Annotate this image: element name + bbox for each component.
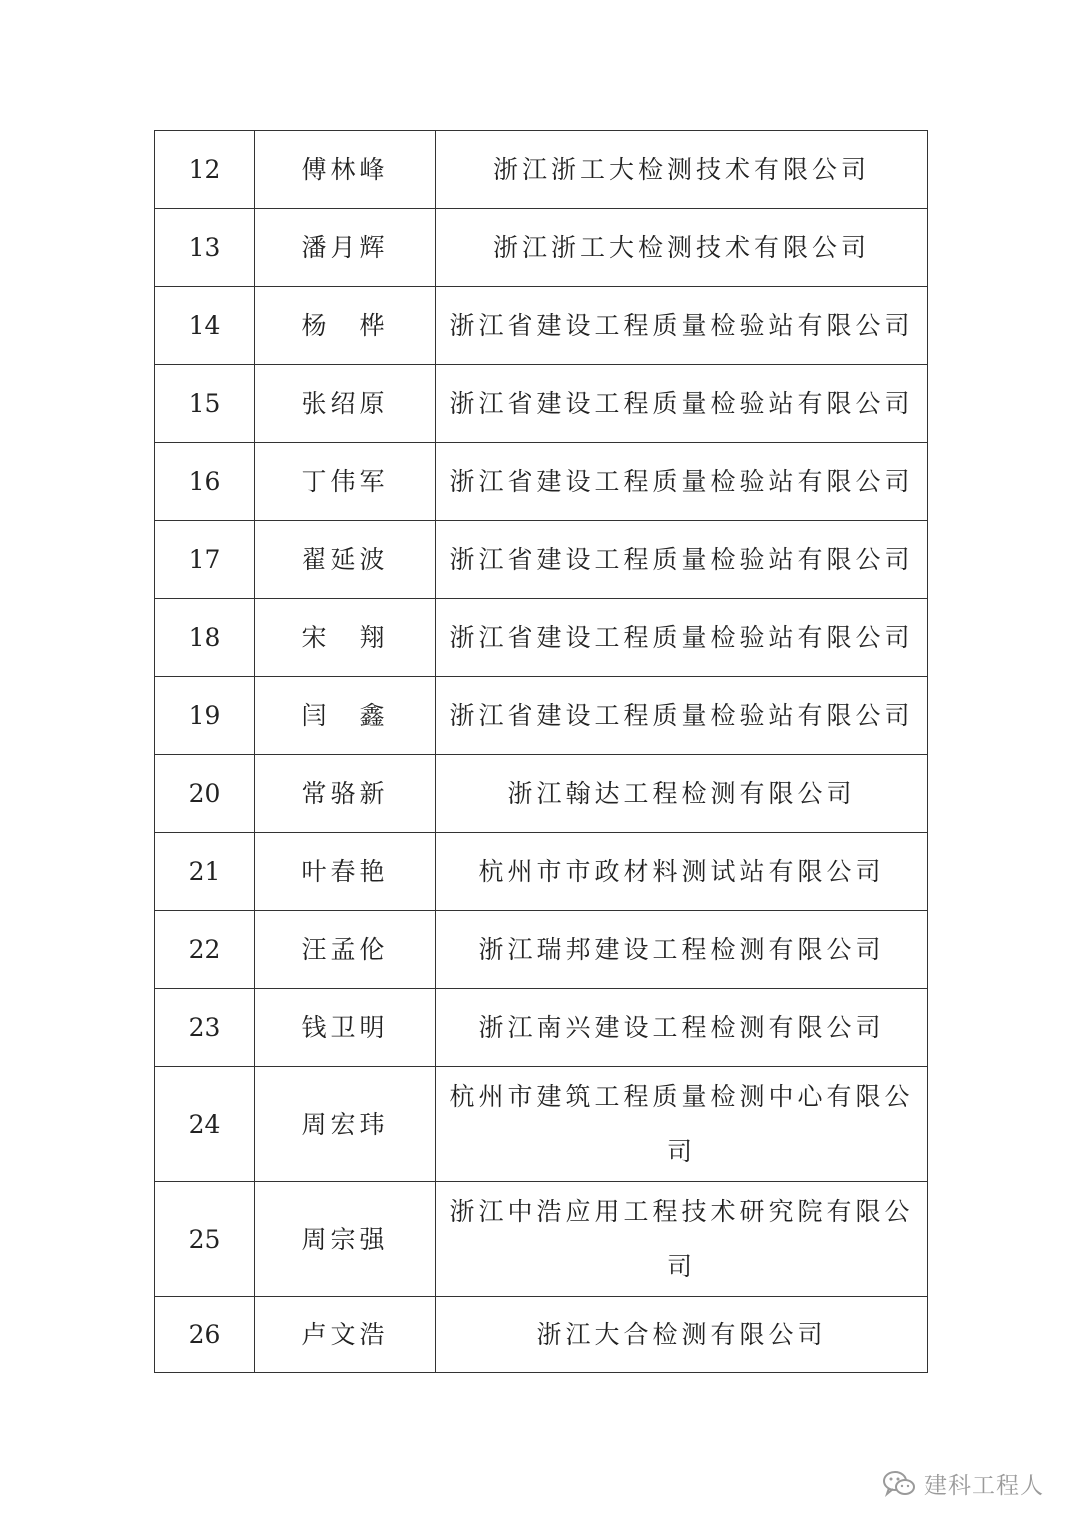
table-row	[155, 989, 928, 1067]
organization-name: 浙江省建设工程质量检验站有限公司	[436, 521, 928, 599]
organization-name: 浙江中浩应用工程技术研究院有限公司	[436, 1182, 928, 1297]
table-row	[155, 833, 928, 911]
person-name: 卢文浩	[255, 1297, 436, 1373]
organization-name: 浙江省建设工程质量检验站有限公司	[436, 365, 928, 443]
table-row	[155, 365, 928, 443]
organization-name: 浙江浙工大检测技术有限公司	[436, 209, 928, 287]
table-row	[155, 1182, 928, 1297]
organization-name: 浙江翰达工程检测有限公司	[436, 755, 928, 833]
person-name: 常骆新	[255, 755, 436, 833]
row-number: 23	[155, 989, 255, 1067]
organization-name: 杭州市市政材料测试站有限公司	[436, 833, 928, 911]
row-number: 26	[155, 1297, 255, 1373]
row-number: 13	[155, 209, 255, 287]
table-row	[155, 755, 928, 833]
table-row	[155, 131, 928, 209]
row-number: 17	[155, 521, 255, 599]
row-number: 21	[155, 833, 255, 911]
wechat-icon	[882, 1469, 916, 1499]
person-name: 周宏玮	[255, 1067, 436, 1182]
row-number: 16	[155, 443, 255, 521]
roster-table	[154, 130, 928, 1373]
row-number: 20	[155, 755, 255, 833]
row-number: 19	[155, 677, 255, 755]
row-number: 22	[155, 911, 255, 989]
person-name: 杨 桦	[255, 287, 436, 365]
table-row	[155, 911, 928, 989]
row-number: 15	[155, 365, 255, 443]
person-name: 钱卫明	[255, 989, 436, 1067]
table-row	[155, 209, 928, 287]
watermark	[882, 1467, 1044, 1500]
row-number: 12	[155, 131, 255, 209]
organization-name: 浙江省建设工程质量检验站有限公司	[436, 287, 928, 365]
person-name: 闫 鑫	[255, 677, 436, 755]
person-name: 丁伟军	[255, 443, 436, 521]
table-row	[155, 677, 928, 755]
person-name: 傅林峰	[255, 131, 436, 209]
row-number: 18	[155, 599, 255, 677]
row-number: 25	[155, 1182, 255, 1297]
organization-name: 浙江大合检测有限公司	[436, 1297, 928, 1373]
organization-name: 浙江省建设工程质量检验站有限公司	[436, 599, 928, 677]
table-row	[155, 287, 928, 365]
row-number: 24	[155, 1067, 255, 1182]
watermark-text: 建科工程人	[924, 1473, 1044, 1499]
table-row	[155, 1297, 928, 1373]
person-name: 汪孟伦	[255, 911, 436, 989]
organization-name: 浙江省建设工程质量检验站有限公司	[436, 677, 928, 755]
row-number: 14	[155, 287, 255, 365]
person-name: 宋 翔	[255, 599, 436, 677]
organization-name: 浙江省建设工程质量检验站有限公司	[436, 443, 928, 521]
person-name: 叶春艳	[255, 833, 436, 911]
organization-name: 浙江浙工大检测技术有限公司	[436, 131, 928, 209]
person-name: 周宗强	[255, 1182, 436, 1297]
person-name: 潘月辉	[255, 209, 436, 287]
table-row	[155, 443, 928, 521]
table-row	[155, 521, 928, 599]
organization-name: 浙江瑞邦建设工程检测有限公司	[436, 911, 928, 989]
organization-name: 浙江南兴建设工程检测有限公司	[436, 989, 928, 1067]
organization-name: 杭州市建筑工程质量检测中心有限公司	[436, 1067, 928, 1182]
table-row	[155, 599, 928, 677]
person-name: 翟延波	[255, 521, 436, 599]
table-row	[155, 1067, 928, 1182]
person-name: 张绍原	[255, 365, 436, 443]
